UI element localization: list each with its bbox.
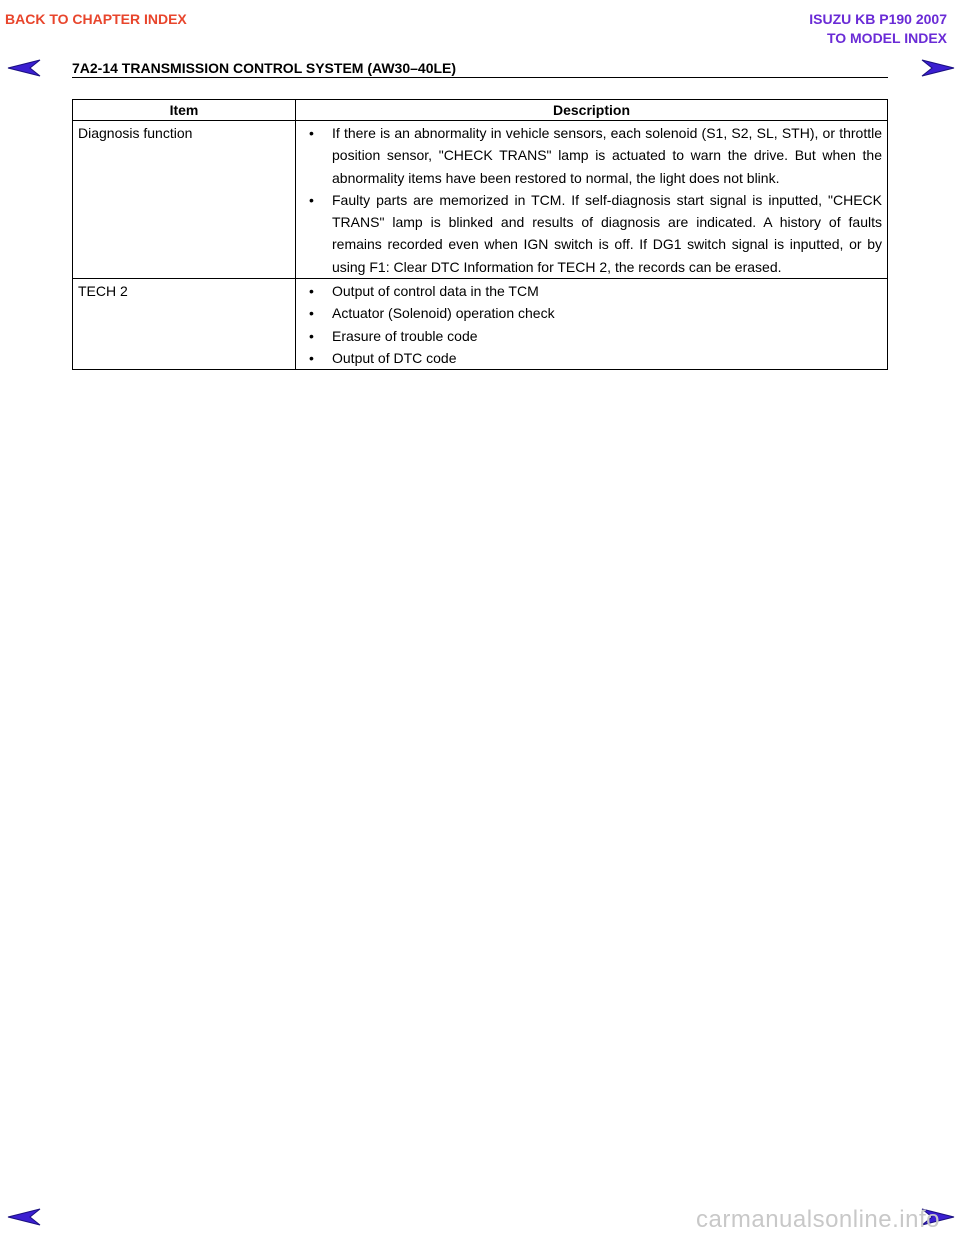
column-header-item: Item	[73, 100, 296, 121]
bullet-list	[296, 280, 882, 369]
back-to-chapter-index-link[interactable]: BACK TO CHAPTER INDEX	[5, 11, 187, 27]
arrow-right-icon[interactable]	[920, 58, 956, 78]
watermark: carmanualsonline.info	[696, 1206, 940, 1233]
list-item: • Erasure of trouble code	[296, 325, 882, 347]
list-item: • Output of control data in the TCM	[296, 280, 882, 302]
table-row	[73, 121, 888, 279]
description-cell	[296, 121, 888, 279]
spec-table	[72, 99, 888, 370]
list-item: • Output of DTC code	[296, 347, 882, 369]
page-header: 7A2-14 TRANSMISSION CONTROL SYSTEM (AW30–40LE)	[72, 60, 888, 78]
arrow-left-icon[interactable]	[6, 1207, 42, 1227]
column-header-description: Description	[296, 100, 888, 121]
list-item: • Faulty parts are memorized in TCM. If self-diagnosis start signal is inputted, "CHECK TRANS" lamp is blinked and results of diagnosis are indicated. A history of faults remains recorded even when IGN switch is off. If DG1 switch signal is inputted, or by using F1: Clear DTC Information for TECH 2, the records can be erased.	[296, 189, 882, 278]
table-row	[73, 279, 888, 370]
arrow-left-icon[interactable]	[6, 58, 42, 78]
to-model-index-link[interactable]: TO MODEL INDEX	[826, 30, 947, 46]
list-item: • If there is an abnormality in vehicle sensors, each solenoid (S1, S2, SL, STH), or throttle position sensor, "CHECK TRANS" lamp is actuated to warn the drive. But when the abnormality items have been restored to normal, the light does not blink.	[296, 122, 882, 189]
description-cell	[296, 279, 888, 370]
model-title: ISUZU KB P190 2007	[809, 11, 947, 27]
table-header-row	[73, 100, 888, 121]
list-item: • Actuator (Solenoid) operation check	[296, 302, 882, 324]
bullet-list	[296, 122, 882, 278]
item-cell: TECH 2	[73, 279, 296, 370]
item-cell: Diagnosis function	[73, 121, 296, 279]
